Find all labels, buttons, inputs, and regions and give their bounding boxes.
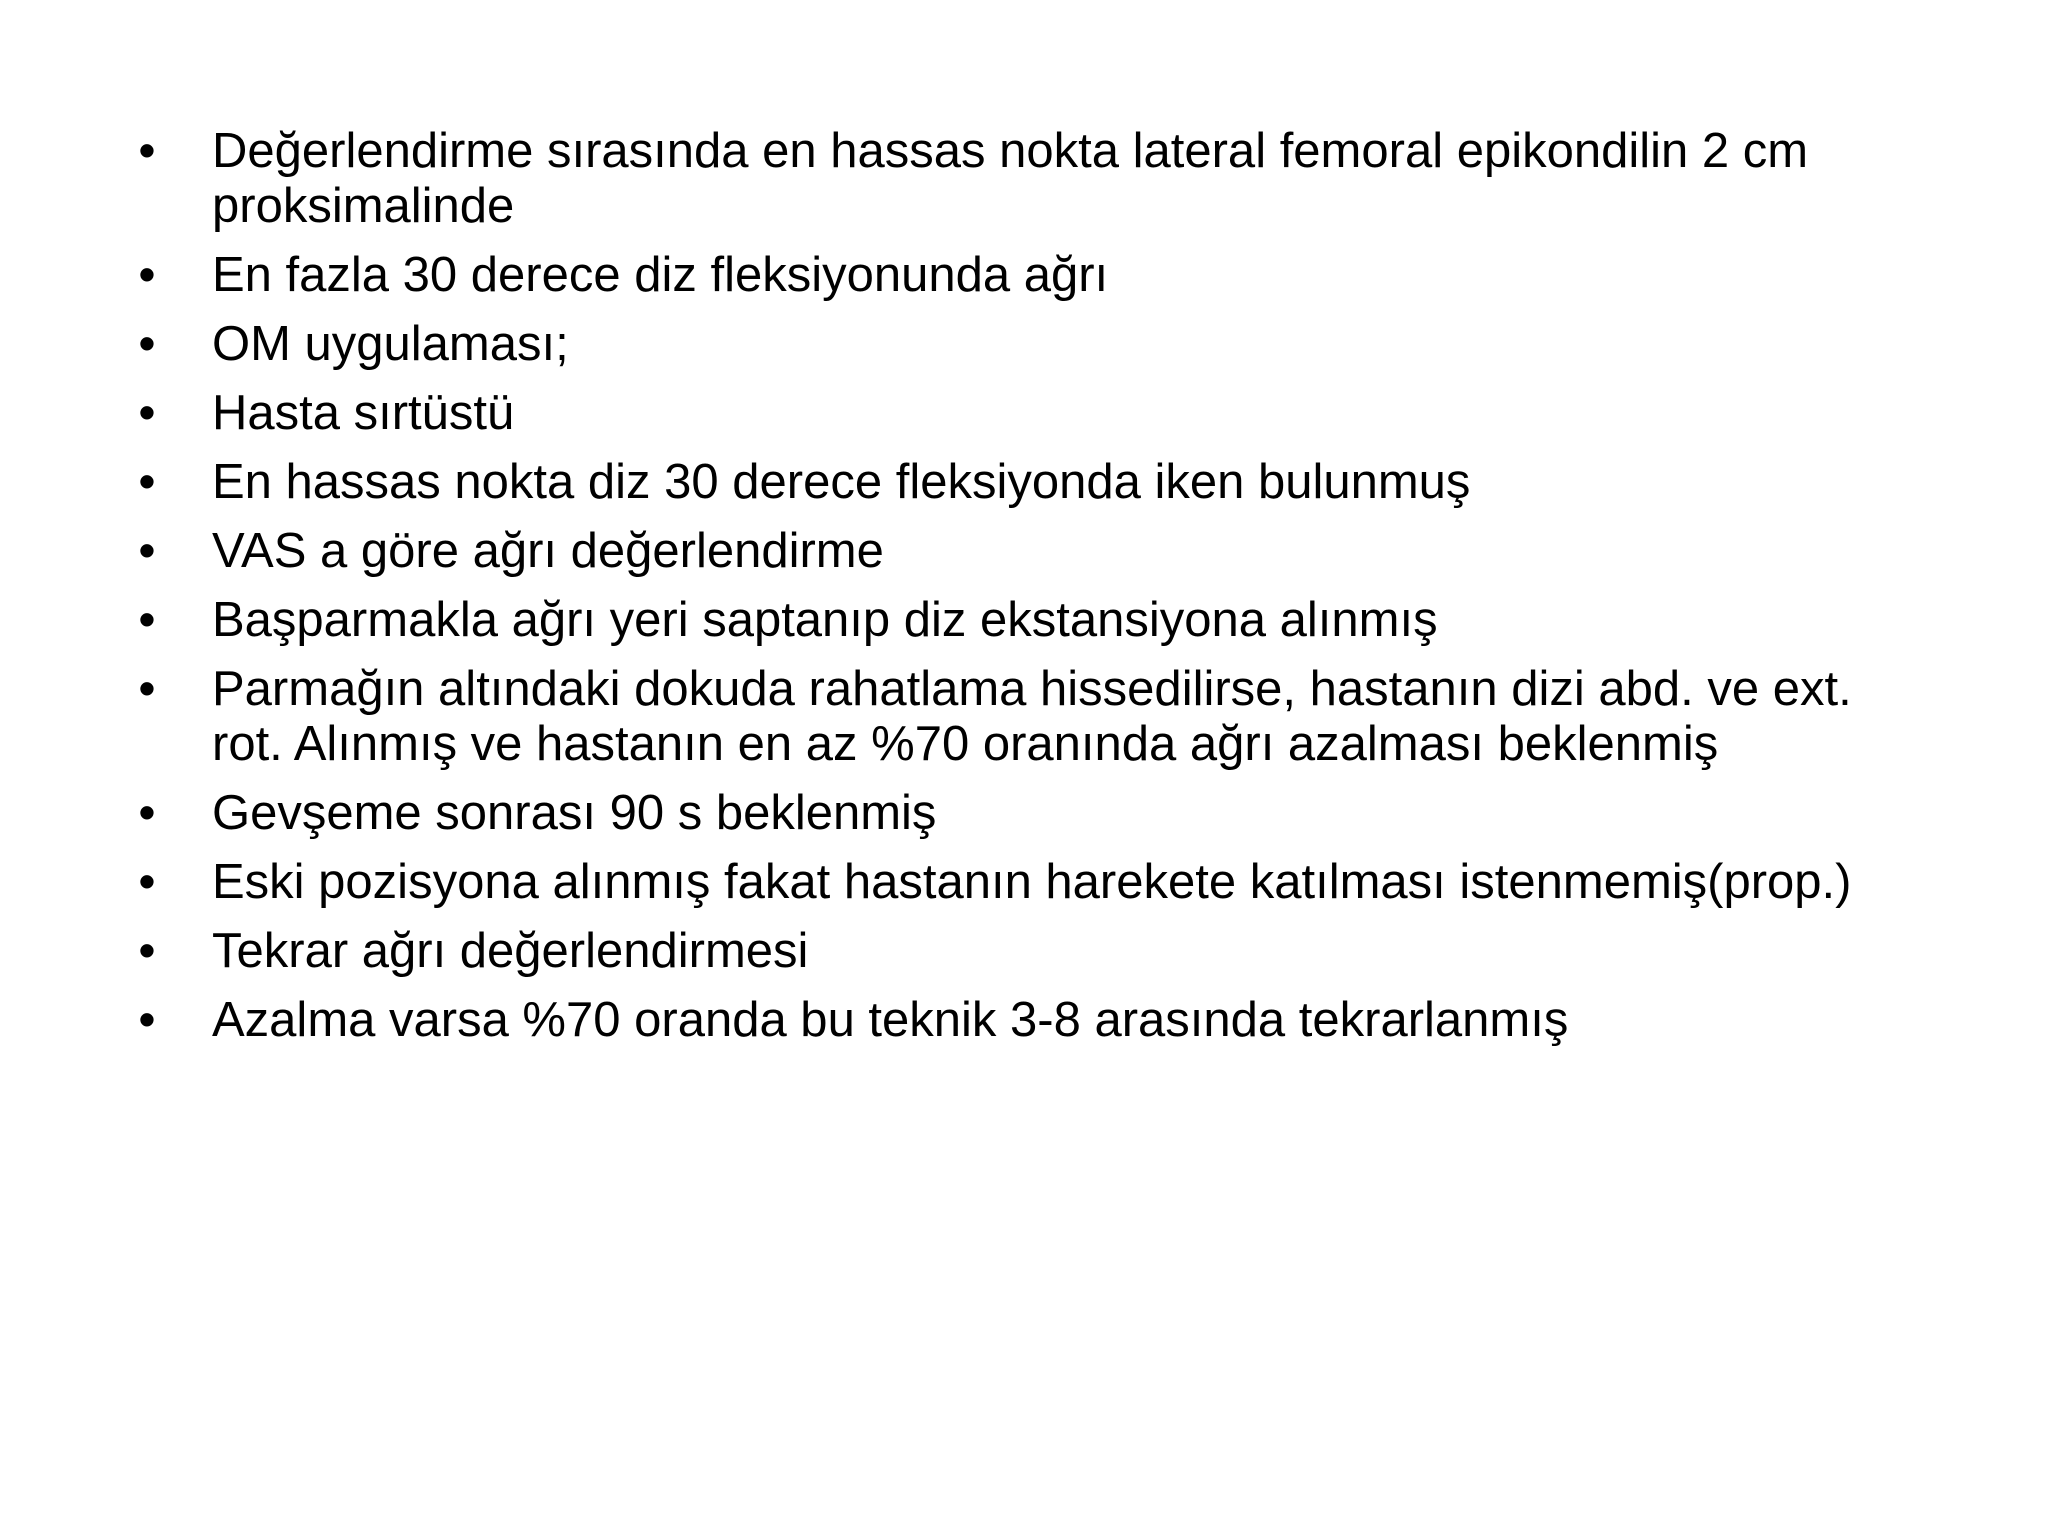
bullet-point-icon: • — [138, 317, 156, 371]
bullet-text: En hassas nokta diz 30 derece fleksiyonda iken bulunmuş — [212, 455, 1471, 509]
bullet-text: OM uygulaması; — [212, 317, 569, 371]
bullet-item — [132, 993, 1932, 1048]
bullet-text: Eski pozisyona alınmış fakat hastanın harekete katılması istenmemiş(prop.) — [212, 855, 1852, 909]
bullet-item — [132, 248, 1932, 303]
bullet-point-icon: • — [138, 386, 156, 440]
bullet-item — [132, 455, 1932, 510]
bullet-item — [132, 855, 1932, 910]
bullet-point-icon: • — [138, 455, 156, 509]
bullet-text: VAS a göre ağrı değerlendirme — [212, 524, 884, 578]
bullet-point-icon: • — [138, 993, 156, 1047]
bullet-item — [132, 924, 1932, 979]
bullet-point-icon: • — [138, 924, 156, 978]
bullet-item — [132, 524, 1932, 579]
bullet-list — [132, 124, 1932, 1062]
bullet-point-icon: • — [138, 248, 156, 302]
bullet-text: Hasta sırtüstü — [212, 386, 515, 440]
bullet-point-icon: • — [138, 662, 156, 716]
bullet-text: En fazla 30 derece diz fleksiyonunda ağrı — [212, 248, 1109, 302]
bullet-item — [132, 317, 1932, 372]
bullet-text: Parmağın altındaki dokuda rahatlama hissedilirse, hastanın dizi abd. ve ext. rot. Alınmış ve hastanın en az %70 oranında ağrı azalması beklenmiş — [212, 662, 1852, 771]
bullet-point-icon: • — [138, 786, 156, 840]
bullet-point-icon: • — [138, 593, 156, 647]
bullet-item — [132, 124, 1932, 234]
bullet-item — [132, 593, 1932, 648]
bullet-item — [132, 662, 1932, 772]
bullet-item — [132, 786, 1932, 841]
bullet-point-icon: • — [138, 524, 156, 578]
bullet-point-icon: • — [138, 124, 156, 178]
bullet-text: Başparmakla ağrı yeri saptanıp diz ekstansiyona alınmış — [212, 593, 1438, 647]
bullet-text: Değerlendirme sırasında en hassas nokta lateral femoral epikondilin 2 cm proksimalinde — [212, 124, 1809, 233]
bullet-text: Gevşeme sonrası 90 s beklenmiş — [212, 786, 937, 840]
bullet-item — [132, 386, 1932, 441]
bullet-text: Azalma varsa %70 oranda bu teknik 3-8 arasında tekrarlanmış — [212, 993, 1569, 1047]
bullet-text: Tekrar ağrı değerlendirmesi — [212, 924, 809, 978]
bullet-point-icon: • — [138, 855, 156, 909]
